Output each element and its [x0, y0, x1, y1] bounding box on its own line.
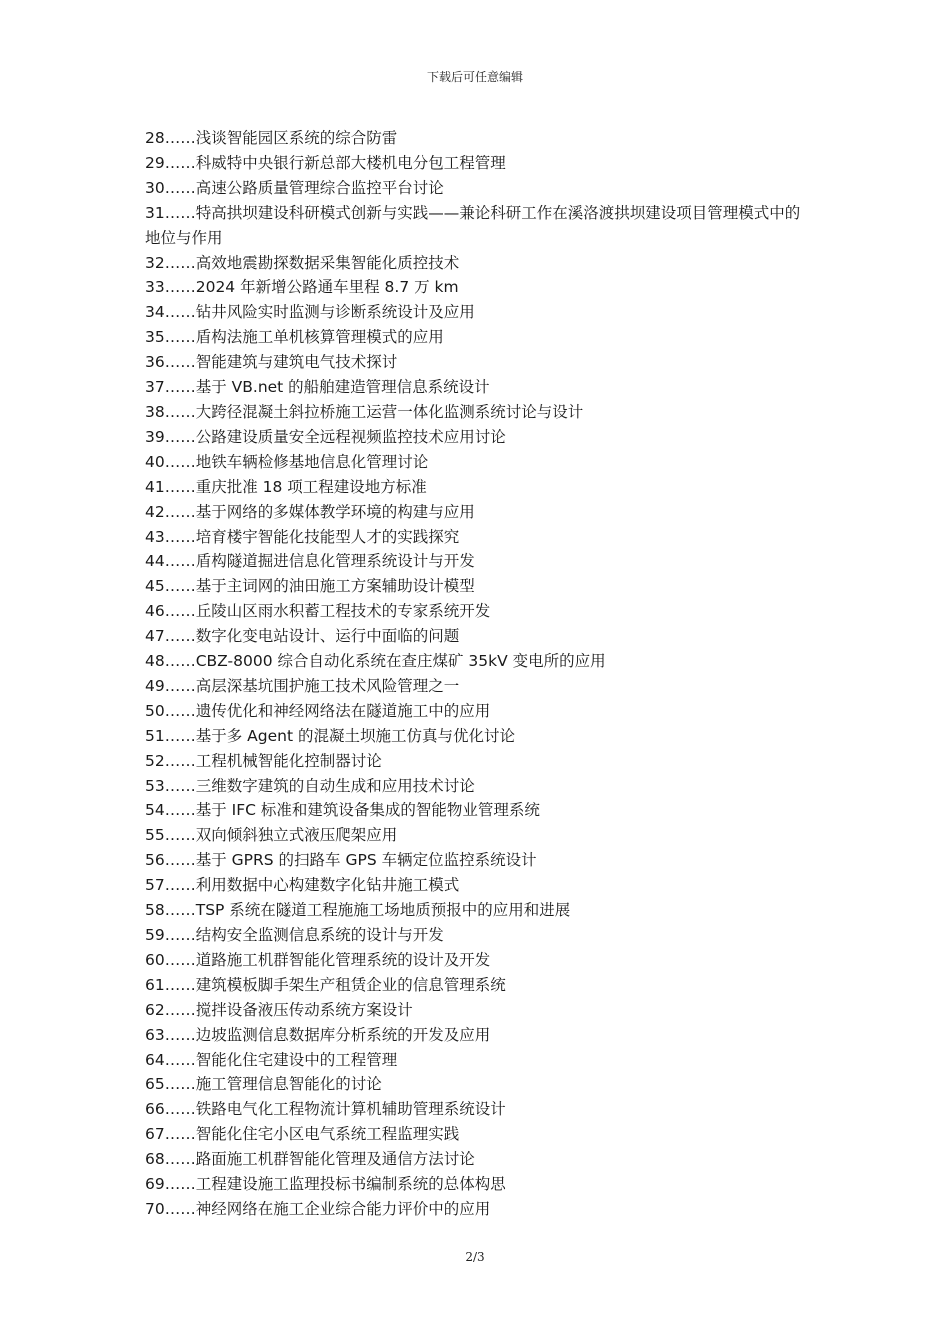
list-item: 70……神经网络在施工企业综合能力评价中的应用	[145, 1199, 491, 1218]
list-item: 31……特高拱坝建设科研模式创新与实践——兼论科研工作在溪洛渡拱坝建设项目管理模式中的地位与作用	[145, 203, 801, 247]
list-item: 43……培育楼宇智能化技能型人才的实践探究	[145, 527, 460, 546]
page-header: 下载后可任意编辑	[426, 70, 523, 84]
page-number: 2/3	[465, 1250, 485, 1264]
list-item: 44……盾构隧道掘进信息化管理系统设计与开发	[145, 552, 475, 571]
list-item: 51……基于多 Agent 的混凝土坝施工仿真与优化讨论	[145, 726, 515, 745]
list-item: 62……搅拌设备液压传动系统方案设计	[145, 1000, 413, 1019]
list-item: 39……公路建设质量安全远程视频监控技术应用讨论	[145, 427, 506, 446]
list-item: 61……建筑模板脚手架生产租赁企业的信息管理系统	[145, 975, 506, 994]
list-item: 65……施工管理信息智能化的讨论	[145, 1075, 382, 1094]
list-item: 60……道路施工机群智能化管理系统的设计及开发	[145, 950, 491, 969]
list-item: 50……遗传优化和神经网络法在隧道施工中的应用	[145, 701, 491, 720]
list-item: 52……工程机械智能化控制器讨论	[145, 751, 382, 770]
list-item: 28……浅谈智能园区系统的综合防雷	[145, 129, 398, 147]
list-item: 69……工程建设施工监理投标书编制系统的总体构思	[145, 1175, 506, 1194]
list-item: 64……智能化住宅建设中的工程管理	[145, 1050, 398, 1069]
list-item: 36……智能建筑与建筑电气技术探讨	[145, 353, 398, 372]
list-item: 47……数字化变电站设计、运行中面临的问题	[145, 627, 460, 646]
list-item: 53……三维数字建筑的自动生成和应用技术讨论	[145, 776, 475, 795]
list-item: 58……TSP 系统在隧道工程施施工场地质预报中的应用和进展	[145, 901, 571, 920]
list-item: 54……基于 IFC 标准和建筑设备集成的智能物业管理系统	[145, 801, 540, 820]
list-item: 57……利用数据中心构建数字化钻井施工模式	[145, 876, 460, 895]
list-item: 32……高效地震勘探数据采集智能化质控技术	[145, 253, 460, 272]
list-item: 59……结构安全监测信息系统的设计与开发	[145, 926, 444, 944]
list-item: 55……双向倾斜独立式液压爬架应用	[145, 826, 398, 845]
list-item: 67……智能化住宅小区电气系统工程监理实践	[145, 1125, 460, 1144]
list-item: 63……边坡监测信息数据库分析系统的开发及应用	[145, 1025, 491, 1044]
list-item: 41……重庆批准 18 项工程建设地方标准	[145, 477, 427, 496]
list-item: 42……基于网络的多媒体教学环境的构建与应用	[145, 502, 475, 521]
list-item: 40……地铁车辆检修基地信息化管理讨论	[145, 452, 429, 471]
list-item: 34……钻井风险实时监测与诊断系统设计及应用	[145, 303, 475, 322]
list-item: 48……CBZ-8000 综合自动化系统在查庄煤矿 35kV 变电所的应用	[145, 652, 606, 671]
list-item: 30……高速公路质量管理综合监控平台讨论	[145, 178, 444, 197]
list-item: 46……丘陵山区雨水积蓄工程技术的专家系统开发	[145, 602, 491, 621]
list-item: 56……基于 GPRS 的扫路车 GPS 车辆定位监控系统设计	[145, 851, 537, 870]
list-item: 29……科威特中央银行新总部大楼机电分包工程管理	[145, 153, 506, 172]
list-item: 66……铁路电气化工程物流计算机辅助管理系统设计	[145, 1100, 506, 1119]
list-item: 45……基于主词网的油田施工方案辅助设计模型	[145, 577, 475, 596]
list-item: 35……盾构法施工单机核算管理模式的应用	[145, 328, 444, 347]
list-item: 33……2024 年新增公路通车里程 8.7 万 km	[145, 278, 459, 297]
list-item: 49……高层深基坑围护施工技术风险管理之一	[145, 676, 460, 695]
article-list	[145, 126, 815, 1222]
list-item: 38……大跨径混凝土斜拉桥施工运营一体化监测系统讨论与设计	[145, 402, 584, 421]
list-item: 37……基于 VB.net 的船舶建造管理信息系统设计	[145, 378, 490, 397]
list-item: 68……路面施工机群智能化管理及通信方法讨论	[145, 1150, 475, 1169]
